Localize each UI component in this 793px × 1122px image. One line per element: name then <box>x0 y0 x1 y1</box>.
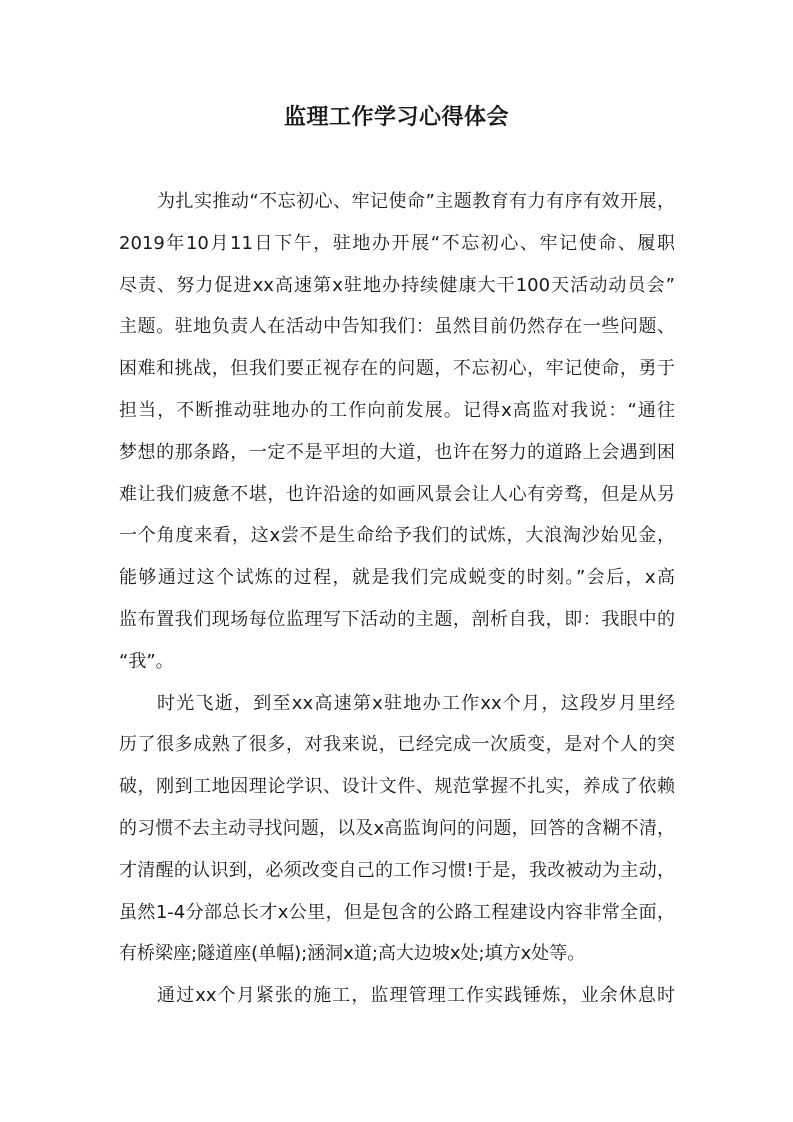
text-line: 通过xx个月紧张的施工，监理管理工作实践锤炼，业余休息时 <box>157 985 675 1007</box>
text-line: “我”。 <box>119 650 174 672</box>
text-line: 担当，不断推动驻地办的工作向前发展。记得x高监对我说：“通往 <box>119 399 675 421</box>
text-line: 主题。驻地负责人在活动中告知我们：虽然目前仍然存在一些问题、 <box>119 316 675 338</box>
text-line: 监布置我们现场每位监理写下活动的主题，剖析自我，即：我眼中的 <box>119 608 675 630</box>
document-body <box>119 181 675 1017</box>
text-line: 才清醒的认识到，必须改变自己的工作习惯!于是，我改被动为主动， <box>119 859 675 881</box>
text-line: 的习惯不去主动寻找问题，以及x高监询问的问题，回答的含糊不清， <box>119 817 675 839</box>
text-line: 时光飞逝，到至xx高速第x驻地办工作xx个月，这段岁月里经 <box>157 692 675 714</box>
text-line: 有桥梁座;隧道座(单幅);涵洞x道;高大边坡x处;填方x处等。 <box>119 943 586 965</box>
document-title: 监理工作学习心得体会 <box>283 105 509 130</box>
text-line: 虽然1-4分部总长才x公里，但是包含的公路工程建设内容非常全面， <box>119 901 675 923</box>
text-line: 梦想的那条路，一定不是平坦的大道，也许在努力的道路上会遇到困 <box>119 441 675 463</box>
text-line: 2019年10月11日下午，驻地办开展“不忘初心、牢记使命、履职 <box>119 232 675 254</box>
text-line: 历了很多成熟了很多，对我来说，已经完成一次质变，是对个人的突 <box>119 734 675 756</box>
text-line: 一个角度来看，这x尝不是生命给予我们的试炼，大浪淘沙始见金， <box>119 525 675 547</box>
text-line: 破，刚到工地因理论学识、设计文件、规范掌握不扎实，养成了依赖 <box>119 776 675 798</box>
text-line: 困难和挑战，但我们要正视存在的问题，不忘初心，牢记使命，勇于 <box>119 358 675 380</box>
text-line: 为扎实推动“不忘初心、牢记使命”主题教育有力有序有效开展， <box>157 191 675 212</box>
text-line: 能够通过这个试炼的过程，就是我们完成蜕变的时刻。”会后，x高 <box>119 567 675 589</box>
text-line: 难让我们疲惫不堪，也许沿途的如画风景会让人心有旁骛，但是从另 <box>119 483 675 505</box>
text-line: 尽责、努力促进xx高速第x驻地办持续健康大干100天活动动员会” <box>119 274 675 296</box>
